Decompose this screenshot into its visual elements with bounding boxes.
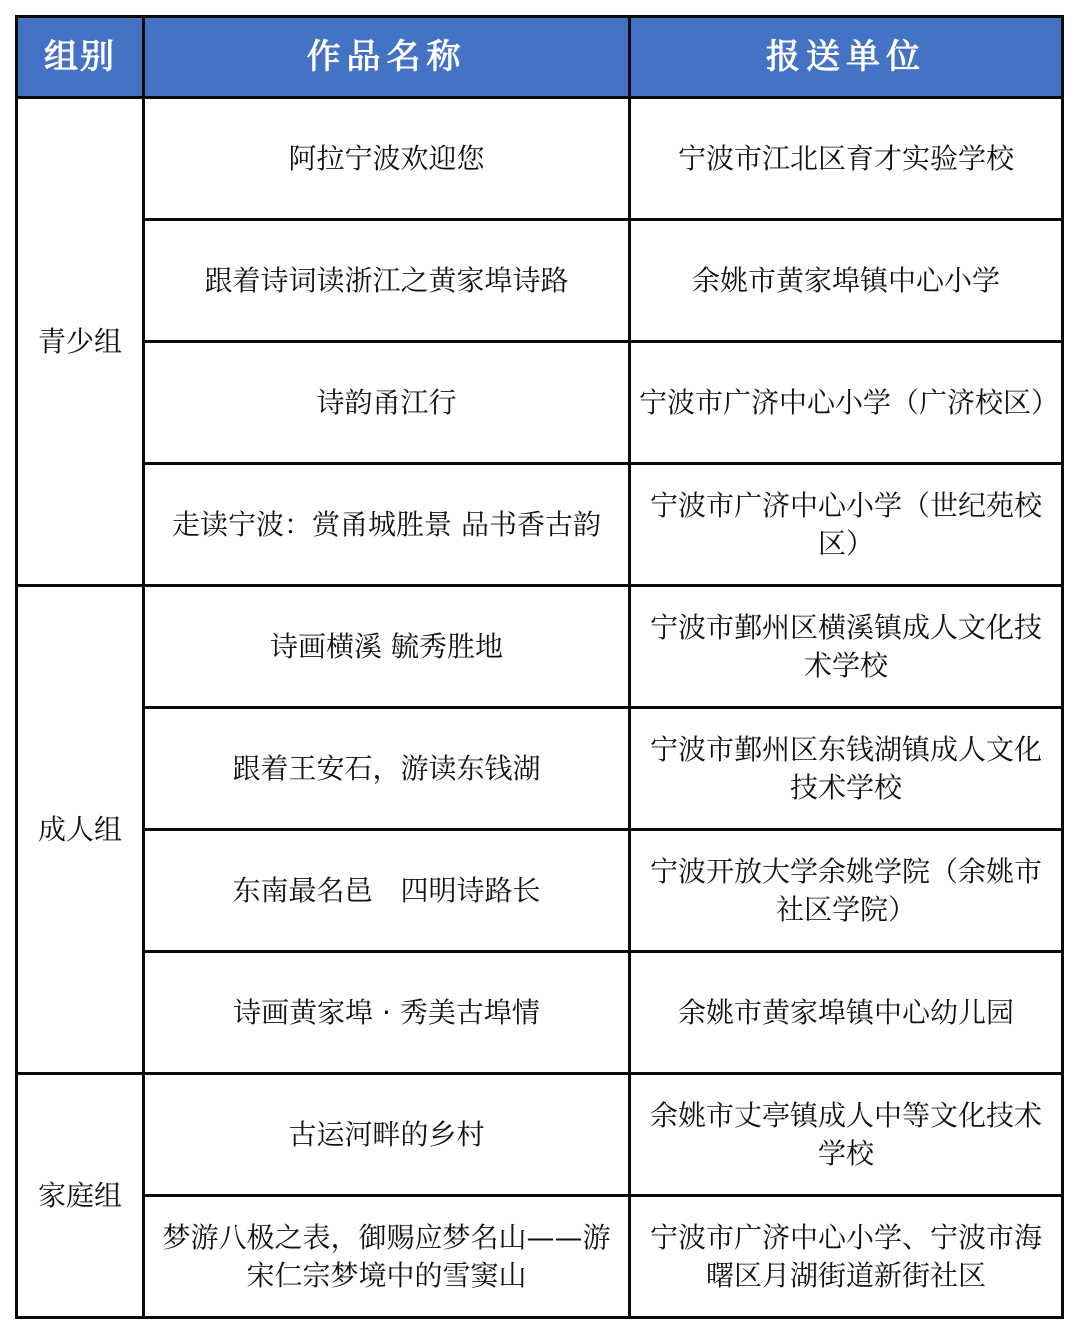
table-header [17, 17, 1063, 98]
work-title-cell: 走读宁波：赏甬城胜景 品书香古韵 [144, 464, 630, 586]
header-unit: 报送单位 [630, 17, 1063, 98]
table-row [17, 1074, 1063, 1196]
header-group: 组别 [17, 17, 144, 98]
group-cell-family: 家庭组 [17, 1074, 144, 1318]
submitting-unit-cell: 宁波市广济中心小学、宁波市海曙区月湖街道新街社区 [630, 1196, 1063, 1318]
table-row [17, 586, 1063, 708]
submitting-unit-cell: 余姚市丈亭镇成人中等文化技术学校 [630, 1074, 1063, 1196]
table-row [17, 464, 1063, 586]
table-row [17, 1196, 1063, 1318]
table-row [17, 98, 1063, 220]
work-title-cell: 诗韵甬江行 [144, 342, 630, 464]
submitting-unit-cell: 宁波市广济中心小学（世纪苑校区） [630, 464, 1063, 586]
submitting-unit-cell: 宁波市鄞州区横溪镇成人文化技术学校 [630, 586, 1063, 708]
work-title-cell: 东南最名邑 四明诗路长 [144, 830, 630, 952]
work-title-cell: 诗画黄家埠 · 秀美古埠情 [144, 952, 630, 1074]
table-row [17, 952, 1063, 1074]
work-title-cell: 梦游八极之表，御赐应梦名山——游宋仁宗梦境中的雪窦山 [144, 1196, 630, 1318]
work-title-cell: 跟着王安石，游读东钱湖 [144, 708, 630, 830]
submitting-unit-cell: 宁波市鄞州区东钱湖镇成人文化技术学校 [630, 708, 1063, 830]
submitting-unit-cell: 余姚市黄家埠镇中心幼儿园 [630, 952, 1063, 1074]
work-title-cell: 跟着诗词读浙江之黄家埠诗路 [144, 220, 630, 342]
header-title: 作品名称 [144, 17, 630, 98]
group-cell-youth: 青少组 [17, 98, 144, 586]
header-row [17, 17, 1063, 98]
award-table [15, 15, 1064, 1319]
work-title-cell: 古运河畔的乡村 [144, 1074, 630, 1196]
submitting-unit-cell: 宁波市广济中心小学（广济校区） [630, 342, 1063, 464]
table-body [17, 98, 1063, 1318]
submitting-unit-cell: 宁波开放大学余姚学院（余姚市社区学院） [630, 830, 1063, 952]
submitting-unit-cell: 余姚市黄家埠镇中心小学 [630, 220, 1063, 342]
work-title-cell: 诗画横溪 毓秀胜地 [144, 586, 630, 708]
group-cell-adult: 成人组 [17, 586, 144, 1074]
table-row [17, 830, 1063, 952]
table-row [17, 220, 1063, 342]
submitting-unit-cell: 宁波市江北区育才实验学校 [630, 98, 1063, 220]
table-row [17, 342, 1063, 464]
work-title-cell: 阿拉宁波欢迎您 [144, 98, 630, 220]
table-row [17, 708, 1063, 830]
